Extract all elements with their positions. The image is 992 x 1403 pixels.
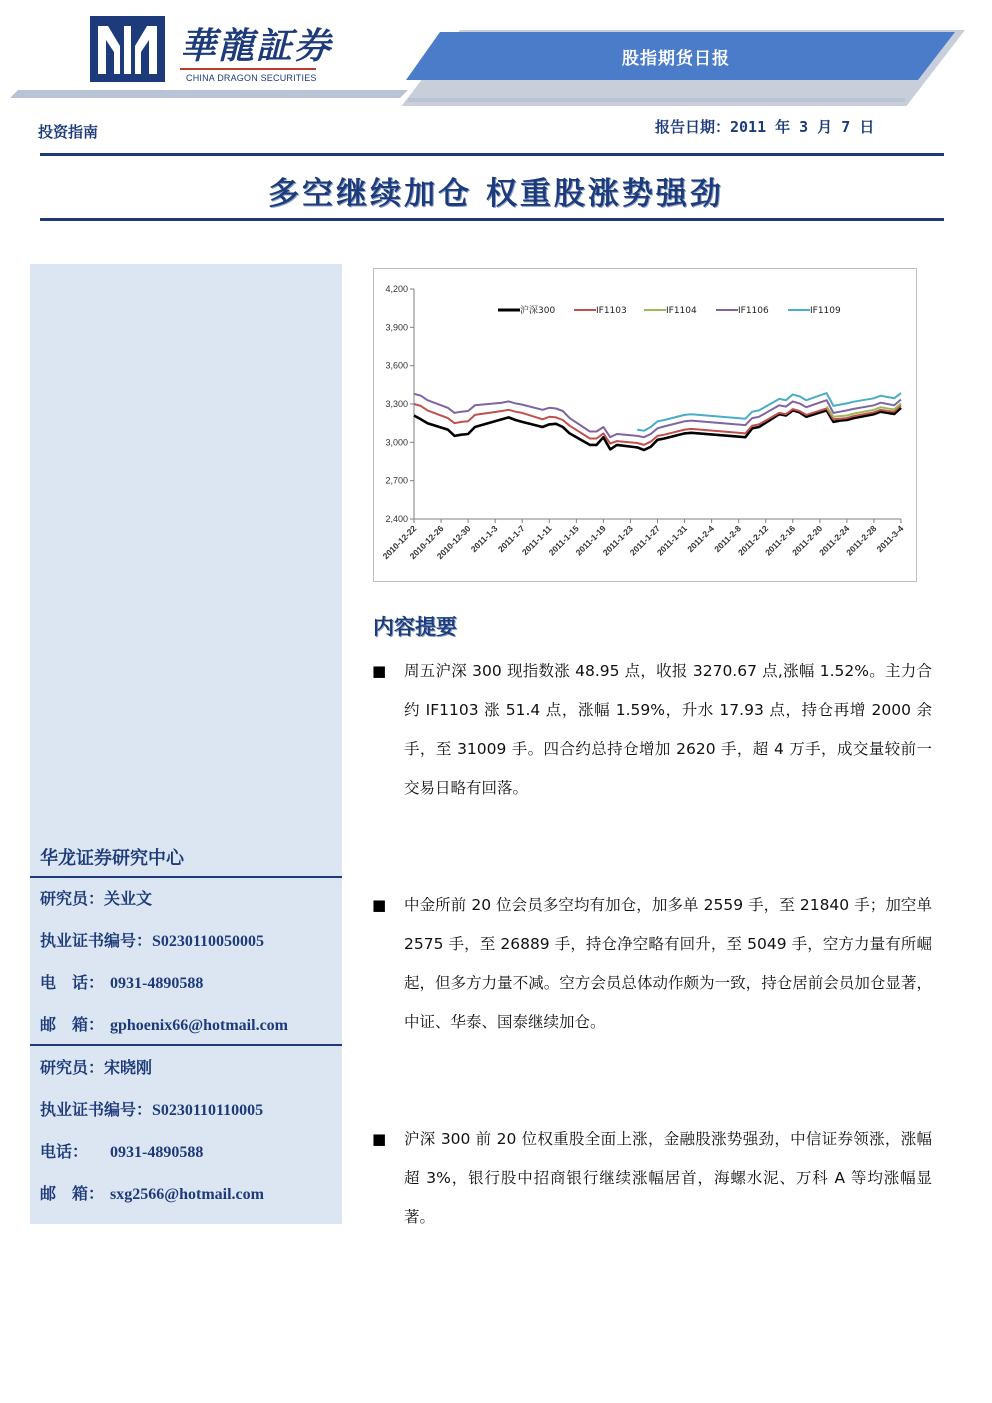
main-title: 多空继续加仓 权重股涨势强劲 xyxy=(268,176,724,212)
phone-row xyxy=(40,970,203,993)
x-tick-label: 2011-1-19 xyxy=(573,523,608,558)
phone-row xyxy=(40,1139,203,1162)
license-label: 执业证书编号： xyxy=(40,933,153,950)
sidebar-rule xyxy=(30,1044,342,1046)
x-tick-label: 2011-1-7 xyxy=(495,523,527,555)
researcher-label: 研究员： xyxy=(40,1060,105,1077)
y-tick-label: 3,300 xyxy=(385,399,408,409)
title-rule-top xyxy=(40,153,944,156)
license-row xyxy=(40,928,264,951)
research-center-name: 华龙证券研究中心 xyxy=(40,848,184,869)
x-tick-label: 2010-12-30 xyxy=(434,523,473,562)
bullet-square-icon: ■ xyxy=(372,896,387,914)
researcher-row xyxy=(40,886,152,909)
phone-number: 0931-4890588 xyxy=(110,975,204,992)
bullet-text: 中金所前 20 位会员多空均有加仓，加多单 2559 手，至 21840 手；加空单 2575 手，至 26889 手，持仓净空略有回升，至 5049 手，空方力量有所崛起，但多方力量不减。空方会员总体动作颇为一致，持仓居前会员加仓显著，中证、华泰、国泰继续加仓。 xyxy=(404,896,932,1031)
y-tick-label: 4,200 xyxy=(385,284,408,294)
bullet-square-icon: ■ xyxy=(372,1130,387,1148)
email-address[interactable]: gphoenix66@hotmail.com xyxy=(110,1017,288,1034)
license-row xyxy=(40,1097,263,1120)
x-tick-label: 2010-12-26 xyxy=(407,523,446,562)
legend-label: IF1104 xyxy=(666,306,697,316)
email-label: 邮 箱： xyxy=(40,1186,105,1203)
researcher-label: 研究员： xyxy=(40,891,105,908)
x-tick-label: 2011-1-11 xyxy=(519,523,554,558)
email-row xyxy=(40,1181,264,1204)
bullet-square-icon: ■ xyxy=(372,662,387,680)
logo-chinese-name: 華龍証券 xyxy=(180,25,333,67)
title-rule-bottom xyxy=(40,218,944,221)
email-address[interactable]: sxg2566@hotmail.com xyxy=(110,1186,264,1203)
y-tick-label: 3,600 xyxy=(385,360,408,371)
legend-label: IF1106 xyxy=(738,306,769,316)
sidebar xyxy=(30,264,342,1224)
researcher-name: 宋晓刚 xyxy=(104,1060,153,1077)
phone-number: 0931-4890588 xyxy=(110,1144,204,1161)
phone-label: 电话： xyxy=(40,1144,89,1161)
x-tick-label: 2011-2-28 xyxy=(844,523,879,558)
legend-label: IF1103 xyxy=(596,306,627,316)
x-tick-label: 2011-2-24 xyxy=(817,523,852,558)
x-tick-label: 2011-2-16 xyxy=(763,523,798,558)
line-chart-svg xyxy=(374,269,918,583)
sidebar-rule xyxy=(30,876,342,878)
report-date: 报告日期：2011 年 3 月 7 日 xyxy=(655,118,875,136)
bullet-text: 沪深 300 前 20 位权重股全面上涨，金融股涨势强劲，中信证券领涨，涨幅超 3%，银行股中招商银行继续涨幅居首，海螺水泥、万科 A 等均涨幅显著。 xyxy=(404,1130,932,1226)
legend-label: IF1109 xyxy=(810,306,841,316)
legend-label: 沪深300 xyxy=(520,306,556,316)
section-label: 投资指南 xyxy=(38,123,99,141)
x-tick-label: 2011-3-4 xyxy=(874,523,906,555)
x-tick-label: 2011-2-8 xyxy=(712,523,744,555)
researcher-row xyxy=(40,1055,152,1078)
x-tick-label: 2011-1-31 xyxy=(654,523,689,558)
license-label: 执业证书编号： xyxy=(40,1102,153,1119)
y-tick-label: 3,900 xyxy=(385,322,408,333)
license-number: S0230110050005 xyxy=(152,933,265,950)
license-number: S0230110110005 xyxy=(152,1102,264,1119)
x-tick-label: 2011-1-15 xyxy=(546,523,581,558)
phone-label: 电 话： xyxy=(40,975,105,992)
futures-chart xyxy=(373,268,917,582)
bullet-text: 周五沪深 300 现指数涨 48.95 点，收报 3270.67 点,涨幅 1.52%。主力合约 IF1103 涨 51.4 点，涨幅 1.59%，升水 17.93 点，持仓再增 2000 余手，至 31009 手。四合约总持仓增加 2620 手，超 4 万手，成交量较前一交易日略有回落。 xyxy=(404,662,932,797)
x-tick-label: 2011-1-3 xyxy=(468,523,500,555)
summary-title: 内容提要 xyxy=(373,614,457,639)
x-tick-label: 2011-1-27 xyxy=(627,523,662,558)
email-label: 邮 箱： xyxy=(40,1017,105,1034)
logo-english-name: CHINA DRAGON SECURITIES xyxy=(186,73,317,83)
banner-title: 股指期货日报 xyxy=(622,49,730,69)
y-tick-label: 2,400 xyxy=(385,514,408,524)
y-tick-label: 3,000 xyxy=(385,437,408,448)
x-tick-label: 2011-2-4 xyxy=(685,523,717,555)
series-line-IF1106 xyxy=(414,394,901,437)
researcher-name: 关业文 xyxy=(104,891,153,908)
y-tick-label: 2,700 xyxy=(385,475,408,486)
email-row xyxy=(40,1012,288,1035)
header-banner xyxy=(0,24,992,106)
x-tick-label: 2011-2-12 xyxy=(735,523,771,558)
x-tick-label: 2010-12-22 xyxy=(380,523,419,562)
x-tick-label: 2011-1-23 xyxy=(600,523,635,558)
x-tick-label: 2011-2-20 xyxy=(790,523,825,558)
